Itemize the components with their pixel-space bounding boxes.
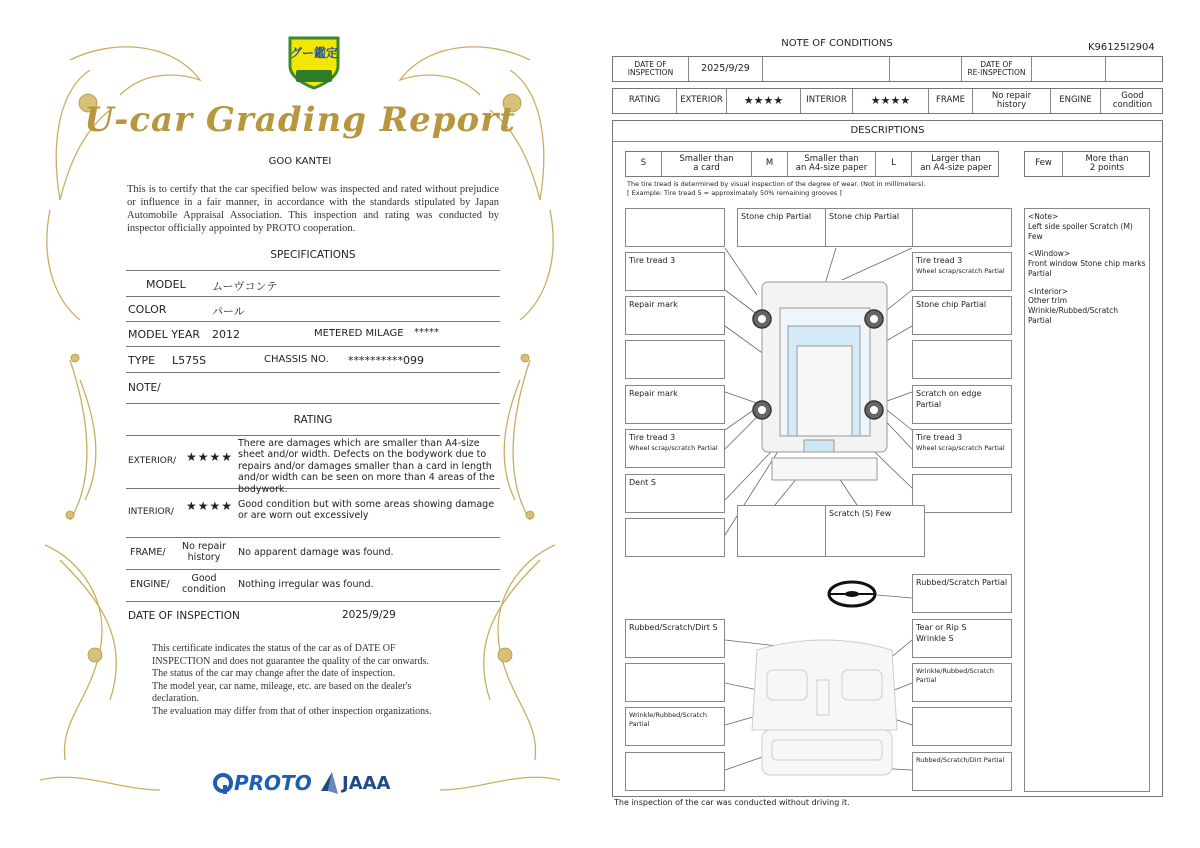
- condition-box: Scratch on edge Partial: [912, 385, 1012, 424]
- inspection-footer-note: The inspection of the car was conducted without driving it.: [614, 798, 850, 807]
- interior-stars: ★★★★: [853, 89, 929, 113]
- spec-row-type: [126, 347, 500, 373]
- date-value: 2025/9/29: [689, 57, 763, 81]
- exterior-stars: ★★★★: [186, 450, 234, 464]
- engine-label: ENGINE/: [130, 579, 170, 590]
- date-blank: [763, 57, 890, 81]
- color-label: COLOR: [128, 303, 167, 316]
- metered-milage-value: *****: [414, 327, 439, 338]
- interior-description: Good condition but with some areas showing damage or are worn out excessively: [238, 499, 495, 522]
- condition-box: Tire tread 3: [625, 252, 725, 291]
- descriptions-heading: DESCRIPTIONS: [612, 120, 1163, 142]
- legend-l-desc: Larger than an A4-size paper: [920, 153, 992, 173]
- engine-label: ENGINE: [1051, 89, 1101, 113]
- goo-kantei-badge: [286, 32, 342, 90]
- engine-value: Good condition: [182, 573, 226, 596]
- condition-box: Repair mark: [625, 296, 725, 335]
- interior-label: INTERIOR/: [128, 507, 174, 517]
- condition-box: Tire tread 3 Wheel scrap/scratch Partial: [625, 429, 725, 468]
- condition-box: [737, 505, 837, 557]
- condition-box: Wrinkle/Rubbed/Scratch Partial: [912, 663, 1012, 702]
- frame-label: FRAME: [929, 89, 973, 113]
- conditions-heading: NOTE OF CONDITIONS: [781, 38, 893, 49]
- legend-s-desc: Smaller than a card: [662, 152, 752, 176]
- legend-m-desc: Smaller than an A4-size paper: [788, 152, 876, 176]
- size-legend: [625, 151, 999, 177]
- condition-box: Tire tread 3 Wheel scrap/scratch Partial: [912, 429, 1012, 468]
- date-blank: [890, 57, 962, 81]
- interior-label: INTERIOR: [801, 89, 853, 113]
- condition-box: Rubbed/Scratch Partial: [912, 574, 1012, 613]
- condition-box: Tear or Rip S Wrinkle S: [912, 619, 1012, 658]
- type-value: L575S: [172, 354, 207, 367]
- legend-few: Few: [1025, 152, 1063, 176]
- exterior-description: There are damages which are smaller than A4-size sheet and/or width. Defects on the bodywork due to repairs and/or damages smaller than a card in length and/or width can be seen on more than 4 areas of the bodywork.: [238, 438, 495, 495]
- color-value: パール: [212, 305, 245, 318]
- frame-value: No repair history: [182, 541, 226, 564]
- condition-box: Rubbed/Scratch/Dirt S: [625, 619, 725, 658]
- rating-row: [612, 88, 1163, 114]
- condition-box: [625, 340, 725, 379]
- engine-description: Nothing irregular was found.: [238, 579, 374, 590]
- frame-value: No repair history: [973, 89, 1051, 113]
- few-legend: [1024, 151, 1150, 177]
- reinspection-value: [1032, 57, 1106, 81]
- certification-statement: This is to certify that the car specified below was inspected and rated without prejudice or influence in a fair manner, in accordance with the standards stipulated by Japan Automobile Appraisal Association. This inspection and rating was conducted by inspector officially appointed by PROTO cooperation.: [127, 184, 499, 235]
- condition-box: [912, 208, 1012, 247]
- note-label: NOTE/: [128, 382, 161, 394]
- specifications-heading: SPECIFICATIONS: [270, 249, 356, 261]
- proto-mark-icon: [212, 772, 234, 794]
- spec-row-model-year: [126, 322, 500, 347]
- date-label: DATE OF INSPECTION: [613, 57, 689, 81]
- rating-row-date: [126, 602, 500, 628]
- model-year-value: 2012: [212, 328, 240, 341]
- engine-value: Good condition: [1112, 90, 1153, 110]
- legend-m: M: [752, 152, 788, 176]
- metered-milage-label: METERED MILAGE: [314, 328, 404, 339]
- condition-box: [625, 752, 725, 791]
- tire-tread-note: The tire tread is determined by visual inspection of the degree of wear. (Not in millimeters). [ Example: Tire tread 5 = approximately 50% remaining grooves ]: [627, 180, 926, 198]
- condition-box: [912, 474, 1012, 513]
- model-year-label: MODEL YEAR: [128, 328, 201, 341]
- type-label: TYPE: [128, 354, 156, 367]
- rating-row-frame: [126, 538, 500, 570]
- spec-row-color: [126, 297, 500, 322]
- steering-wheel-icon: [829, 582, 875, 606]
- condition-box: Repair mark: [625, 385, 725, 424]
- condition-box: Stone chip Partial: [825, 208, 925, 247]
- badge-text: グー鑑定: [289, 46, 338, 60]
- frame-description: No apparent damage was found.: [238, 547, 394, 558]
- spec-row-model: [126, 271, 500, 297]
- jaaa-logo: JAAA: [318, 770, 391, 796]
- disclaimer: This certificate indicates the status of the car as of DATE OF INSPECTION and does not guarantee the quality of the car onwards. The status of the car may change after the date of inspection. The model year, car name, mileage, etc. are based on the dealer's declaration. The evaluation may differ from that of other inspection organizations.: [152, 643, 432, 717]
- chassis-value: **********099: [348, 354, 424, 367]
- rating-row-interior: [126, 489, 500, 538]
- condition-box: Rubbed/Scratch/Dirt Partial: [912, 752, 1012, 791]
- rating-heading: RATING: [293, 414, 333, 426]
- condition-box: Wrinkle/Rubbed/Scratch Partial: [625, 707, 725, 746]
- condition-box: [912, 340, 1012, 379]
- model-label: MODEL: [146, 278, 186, 291]
- condition-box: Scratch (S) Few: [825, 505, 925, 557]
- chassis-label: CHASSIS NO.: [264, 354, 329, 365]
- spec-row-note: [126, 373, 500, 404]
- condition-box: Dent S: [625, 474, 725, 513]
- exterior-label: EXTERIOR: [677, 89, 727, 113]
- condition-box: Stone chip Partial: [737, 208, 837, 247]
- interior-stars: ★★★★: [186, 499, 234, 513]
- exterior-stars: ★★★★: [727, 89, 801, 113]
- date-of-inspection-label: DATE OF INSPECTION: [128, 610, 240, 622]
- jaaa-mark-icon: [318, 771, 340, 795]
- frame-label: FRAME/: [130, 547, 166, 558]
- legend-s: S: [626, 152, 662, 176]
- exterior-label: EXTERIOR/: [128, 456, 177, 466]
- rating-row-exterior: [126, 436, 500, 495]
- condition-box: Stone chip Partial: [912, 296, 1012, 335]
- date-row: [612, 56, 1163, 82]
- report-title: U-car Grading Report: [84, 100, 516, 140]
- model-value: ムーヴコンテ: [212, 280, 278, 293]
- reinspection-label: DATE OF RE-INSPECTION: [962, 57, 1032, 81]
- rating-row-engine: [126, 570, 500, 602]
- condition-box: [625, 663, 725, 702]
- date-of-inspection-value: 2025/9/29: [342, 609, 396, 621]
- legend-l: L: [876, 152, 912, 176]
- rating-label: RATING: [613, 89, 677, 113]
- condition-box: [912, 707, 1012, 746]
- date-blank: [1106, 57, 1164, 81]
- proto-logo: PROTO: [212, 770, 312, 796]
- condition-box: [625, 208, 725, 247]
- notes-panel: <Note> Left side spoiler Scratch (M) Few <Window> Front window Stone chip marks Partial <Interior> Other trim Wrinkle/Rubbed/Scratch Partial: [1024, 208, 1150, 792]
- legend-few-desc: More than 2 points: [1085, 153, 1129, 173]
- reference-number: K96125I2904: [1088, 42, 1155, 53]
- report-subtitle: GOO KANTEI: [268, 156, 332, 167]
- condition-box: Tire tread 3 Wheel scrap/scratch Partial: [912, 252, 1012, 291]
- condition-box: [625, 518, 725, 557]
